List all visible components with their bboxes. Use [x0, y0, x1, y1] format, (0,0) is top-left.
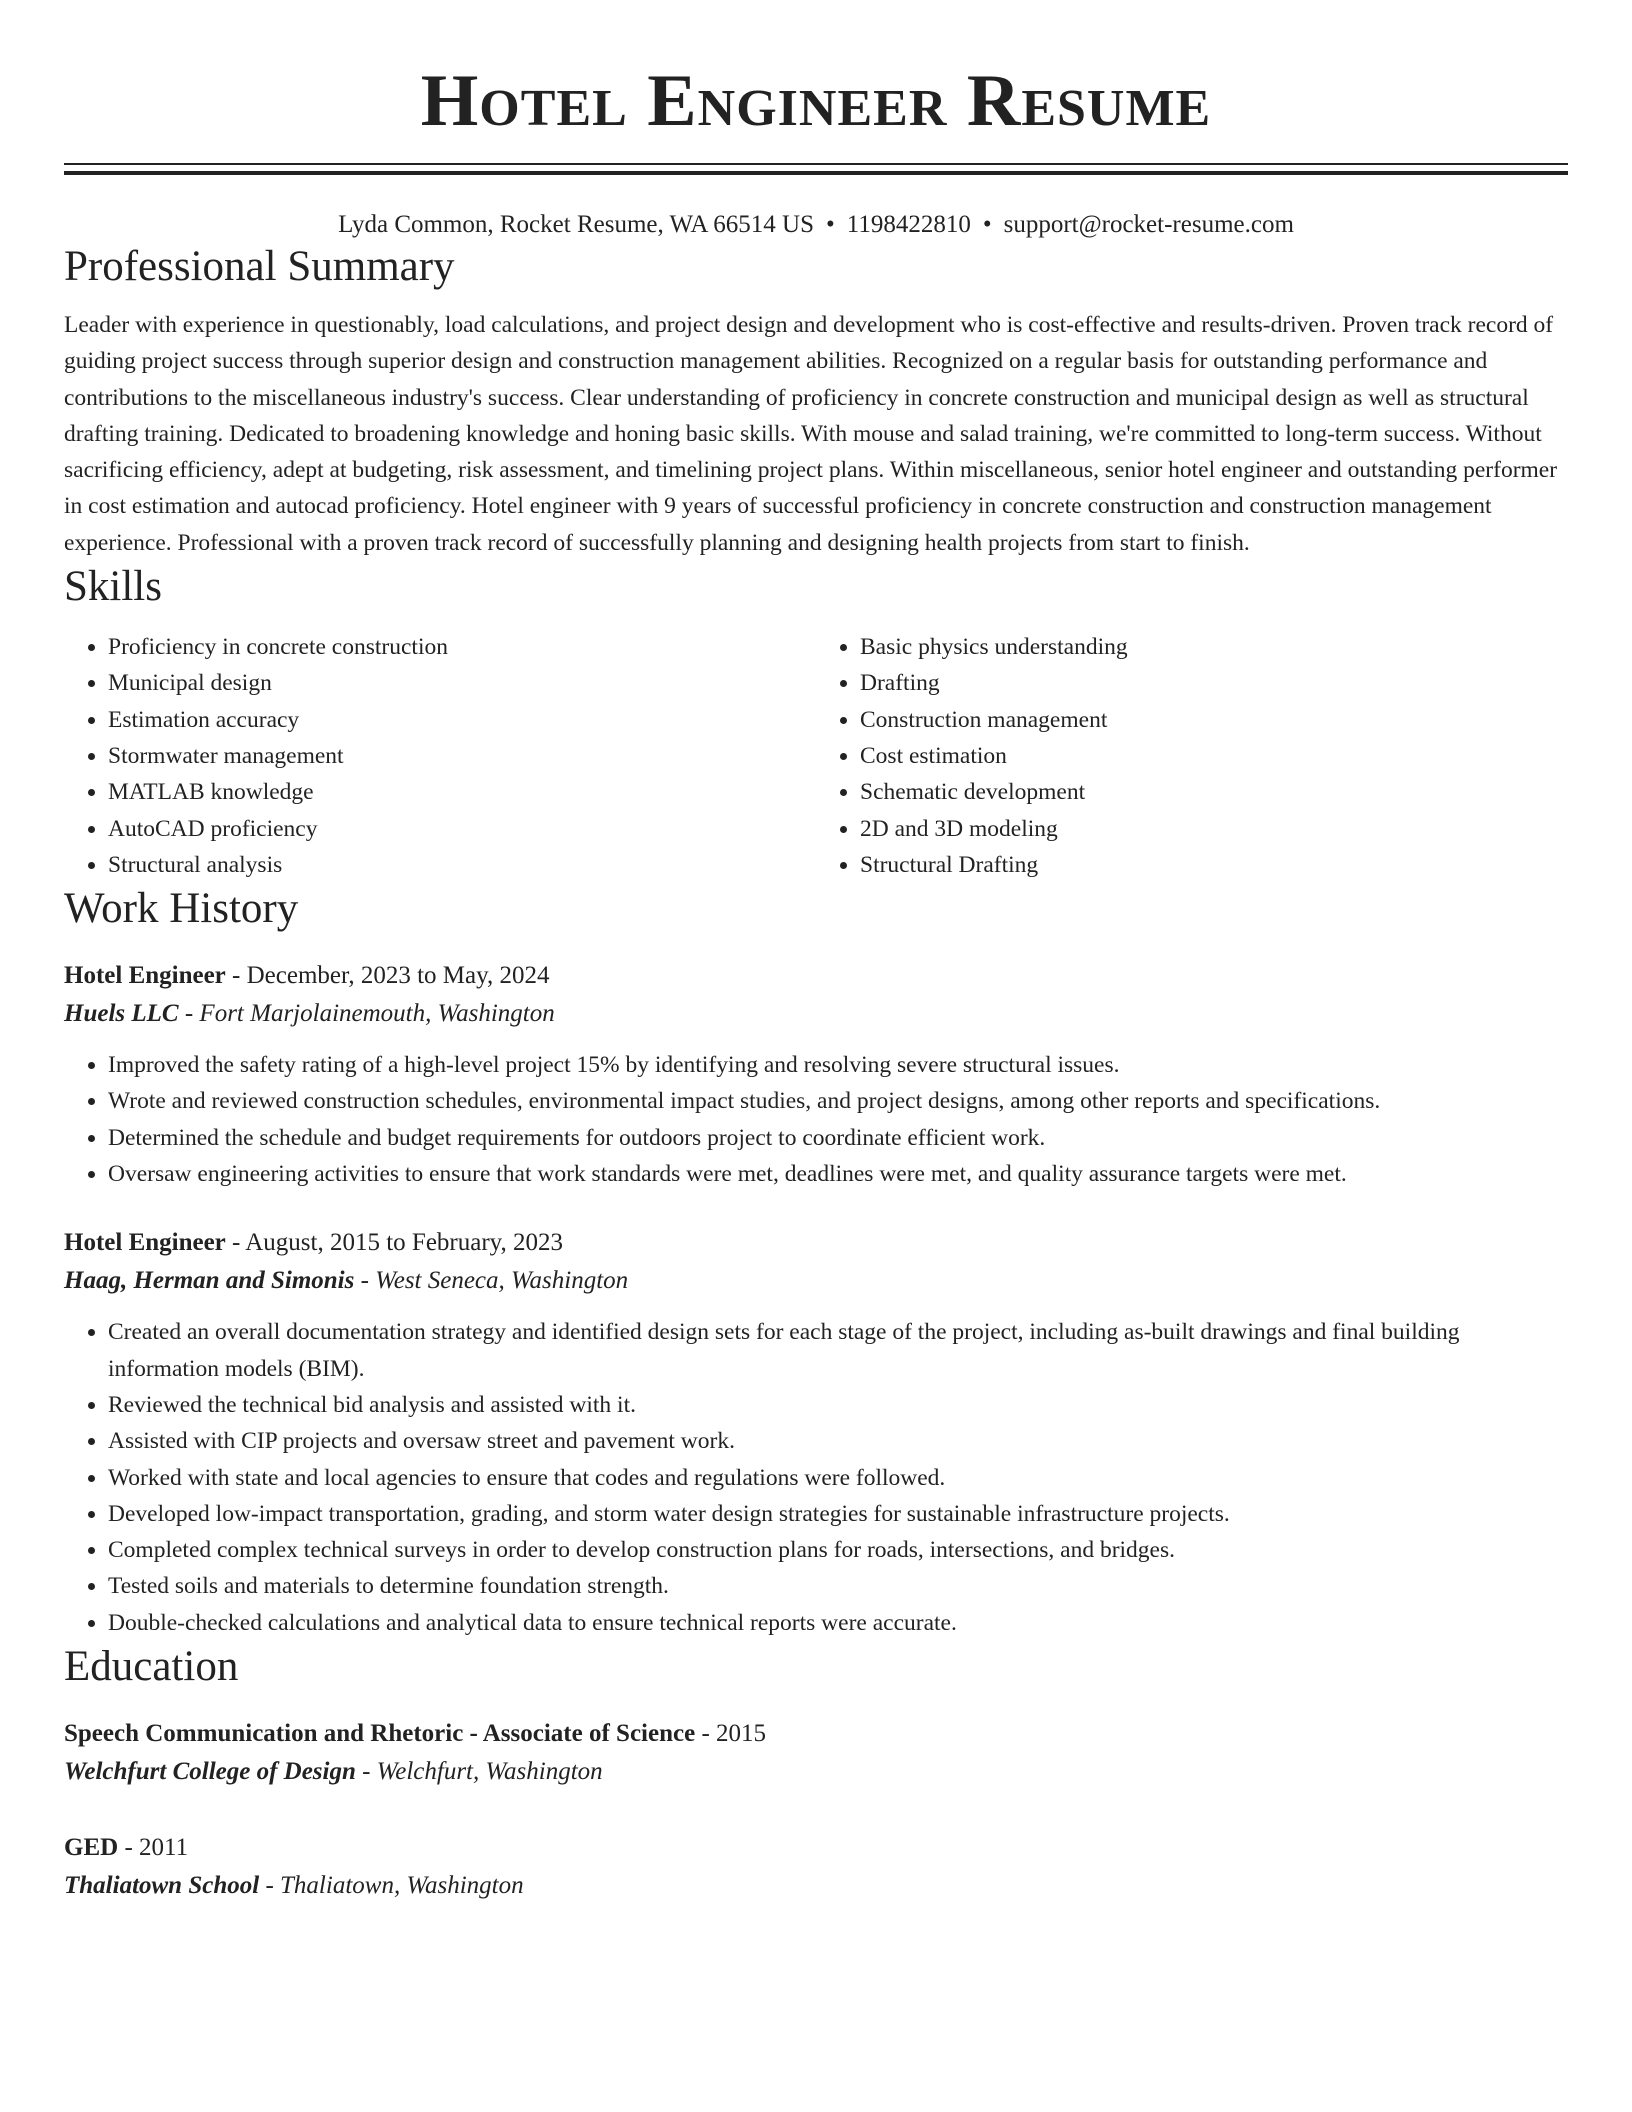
contact-separator: •	[982, 211, 992, 238]
job-bullet: • Completed complex technical surveys in order to develop construction plans for roads, intersections, and bridges.	[108, 1532, 1568, 1568]
contact-separator: •	[826, 211, 835, 238]
job-title-line	[64, 957, 1568, 995]
job-bullet: • Double-checked calculations and analytical data to ensure technical reports were accurate.	[108, 1605, 1568, 1641]
skill-item: • AutoCAD proficiency	[108, 811, 816, 847]
job-title: Hotel Engineer	[64, 1229, 226, 1257]
contact-phone: 1198422810	[846, 211, 971, 238]
contact-email: support@rocket-resume.com	[1003, 211, 1294, 238]
job-entry	[64, 957, 1568, 1192]
contact-address: Lyda Common, Rocket Resume, WA 66514 US	[338, 211, 814, 238]
dash: -	[225, 962, 247, 990]
skill-item: • Estimation accuracy	[108, 702, 816, 738]
resume-title: Hotel Engineer Resume	[420, 60, 1212, 142]
job-bullets	[64, 1314, 1568, 1641]
job-dates: August, 2015 to February, 2023	[245, 1229, 564, 1257]
education-year: 2011	[139, 1834, 189, 1862]
skill-item: • Schematic development	[860, 774, 1568, 810]
job-company-line	[64, 1262, 1568, 1300]
skill-item: • MATLAB knowledge	[108, 774, 816, 810]
education-degree: Speech Communication and Rhetoric - Associate of Science	[64, 1720, 696, 1748]
skill-item: • Construction management	[860, 702, 1568, 738]
education-heading: Education	[64, 1643, 239, 1691]
skill-item: • 2D and 3D modeling	[860, 811, 1568, 847]
education-school-line	[64, 1753, 1568, 1791]
dash: -	[178, 1000, 200, 1028]
education-degree-line	[64, 1829, 1568, 1867]
job-bullet: • Reviewed the technical bid analysis and assisted with it.	[108, 1387, 1568, 1423]
skills-list-right	[816, 629, 1568, 883]
skill-item: • Proficiency in concrete construction	[108, 629, 816, 665]
job-bullets	[64, 1047, 1568, 1192]
job-title-line	[64, 1224, 1568, 1262]
skill-item: • Structural Drafting	[860, 847, 1568, 883]
skill-item: • Municipal design	[108, 665, 816, 701]
summary-heading: Professional Summary	[64, 243, 455, 290]
skill-item: • Basic physics understanding	[860, 629, 1568, 665]
skill-item: • Structural analysis	[108, 847, 816, 883]
education-school: Thaliatown School	[64, 1872, 260, 1900]
skill-item: • Cost estimation	[860, 738, 1568, 774]
job-title: Hotel Engineer	[64, 962, 226, 990]
dash: -	[695, 1720, 717, 1748]
job-bullet: • Developed low-impact transportation, grading, and storm water design strategies for sustainable infrastructure projects.	[108, 1496, 1568, 1532]
contact-line	[64, 209, 1568, 241]
work-history-heading: Work History	[64, 885, 299, 933]
education-location: Thaliatown, Washington	[280, 1872, 524, 1900]
dash: -	[225, 1229, 246, 1257]
education-entry	[64, 1829, 1568, 1905]
job-company: Haag, Herman and Simonis	[64, 1267, 355, 1295]
dash: -	[259, 1872, 281, 1900]
job-dates: December, 2023 to May, 2024	[246, 962, 550, 990]
skills-columns	[64, 629, 1568, 883]
skills-heading: Skills	[64, 563, 162, 611]
job-bullet: • Tested soils and materials to determine foundation strength.	[108, 1568, 1568, 1604]
job-company-line	[64, 995, 1568, 1033]
dash: -	[354, 1267, 376, 1295]
job-bullet: • Determined the schedule and budget requirements for outdoors project to coordinate efficient work.	[108, 1120, 1568, 1156]
education-location: Welchfurt, Washington	[376, 1758, 603, 1786]
skill-item: • Drafting	[860, 665, 1568, 701]
skills-list-left	[64, 629, 816, 883]
job-company: Huels LLC	[64, 1000, 179, 1028]
skill-item: • Stormwater management	[108, 738, 816, 774]
education-year: 2015	[716, 1720, 767, 1748]
title-rule-top	[64, 163, 1568, 165]
summary-text: Leader with experience in questionably, load calculations, and project design and development who is cost-effective and results-driven. Proven track record of guiding project success through superior design and construction management abilities. Recognized on a regular basis for outstanding performance and contributions to the miscellaneous industry's success. Clear understanding of proficiency in concrete construction and municipal design as well as structural drafting training. Dedicated to broadening knowledge and honing basic skills. With mouse and salad training, we're committed to long-term success. Without sacrificing efficiency, adept at budgeting, risk assessment, and timelining project plans. Within miscellaneous, senior hotel engineer and outstanding performer in cost estimation and autocad proficiency. Hotel engineer with 9 years of successful proficiency in concrete construction and construction management experience. Professional with a proven track record of successfully planning and designing health projects from start to finish.	[64, 312, 1558, 556]
education-school: Welchfurt College of Design	[64, 1758, 356, 1786]
job-location: Fort Marjolainemouth, Washington	[199, 1000, 555, 1028]
education-school-line	[64, 1867, 1568, 1905]
education-degree: GED	[64, 1834, 119, 1862]
job-bullet: • Created an overall documentation strategy and identified design sets for each stage of the project, including as-built drawings and final building information models (BIM).	[108, 1314, 1568, 1387]
job-bullet: • Worked with state and local agencies to ensure that codes and regulations were followed.	[108, 1460, 1568, 1496]
dash: -	[118, 1834, 140, 1862]
job-bullet: • Improved the safety rating of a high-level project 15% by identifying and resolving severe structural issues.	[108, 1047, 1568, 1083]
education-entry	[64, 1715, 1568, 1791]
dash: -	[355, 1758, 377, 1786]
title-rule-bottom	[64, 171, 1568, 175]
job-entry	[64, 1224, 1568, 1641]
job-bullet: • Wrote and reviewed construction schedules, environmental impact studies, and project designs, among other reports and specifications.	[108, 1083, 1568, 1119]
job-bullet: • Oversaw engineering activities to ensure that work standards were met, deadlines were met, and quality assurance targets were met.	[108, 1156, 1568, 1192]
education-degree-line	[64, 1715, 1568, 1753]
job-bullet: • Assisted with CIP projects and oversaw street and pavement work.	[108, 1423, 1568, 1459]
job-location: West Seneca, Washington	[375, 1267, 629, 1295]
